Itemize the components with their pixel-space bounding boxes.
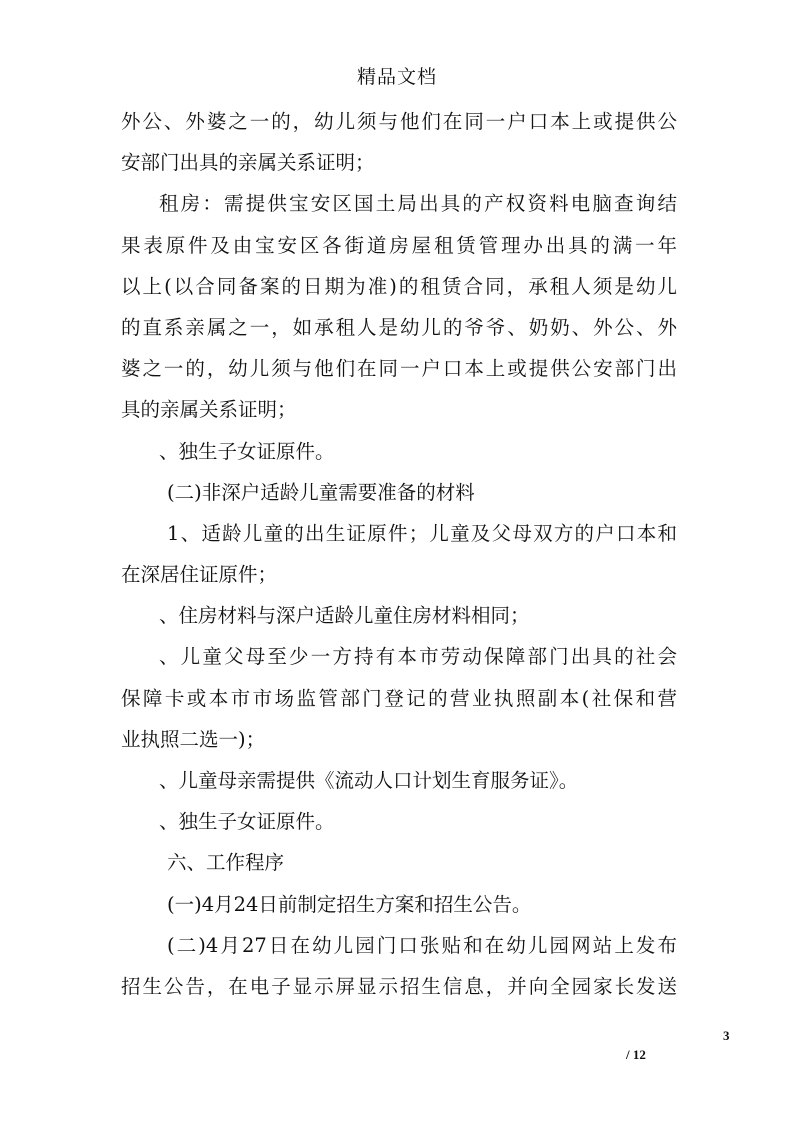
paragraph-line: 果表原件及由宝安区各街道房屋租赁管理办出具的满一年 xyxy=(121,233,677,257)
paragraph-line: 业执照二选一)； xyxy=(121,727,266,751)
list-item: (二)4月27日在幼儿园门口张贴和在幼儿园网站上发布 xyxy=(167,933,677,957)
document-body xyxy=(121,101,677,1007)
paragraph-line: 在深居住证原件； xyxy=(121,563,278,587)
section-heading: (二)非深户适龄儿童需要准备的材料 xyxy=(167,480,475,504)
list-item: 、儿童母亲需提供《流动人口计划生育服务证》。 xyxy=(159,769,579,792)
paragraph-line: 外公、外婆之一的，幼儿须与他们在同一户口本上或提供公 xyxy=(121,110,677,133)
page-header: 精品文档 xyxy=(356,66,437,88)
paragraph-line: 具的亲属关系证明； xyxy=(121,398,297,422)
list-item: 、住房材料与深户适龄儿童住房材料相同； xyxy=(159,604,530,628)
paragraph-line: 婆之一的，幼儿须与他们在同一户口本上或提供公安部门出 xyxy=(121,357,677,381)
list-item: 1、适龄儿童的出生证原件；儿童及父母双方的户口本和 xyxy=(167,521,677,545)
paragraph-line: 以上(以合同备案的日期为准)的租赁合同，承租人须是幼儿 xyxy=(121,274,677,298)
list-item: 、独生子女证原件。 xyxy=(159,810,335,834)
section-heading: 六、工作程序 xyxy=(167,851,285,875)
page-total: / 12 xyxy=(626,1047,646,1062)
list-item: 、儿童父母至少一方持有本市劳动保障部门出具的社会 xyxy=(159,645,677,669)
paragraph-line: 招生公告，在电子显示屏显示招生信息，并向全园家长发送 xyxy=(121,974,677,998)
paragraph-line: 安部门出具的亲属关系证明； xyxy=(121,151,375,175)
paragraph-line: 的直系亲属之一，如承租人是幼儿的爷爷、奶奶、外公、外 xyxy=(121,315,677,339)
page-number: 3 xyxy=(723,1028,730,1043)
paragraph-line: 保障卡或本市市场监管部门登记的营业执照副本(社保和营 xyxy=(121,686,677,710)
list-item: (一)4月24日前制定招生方案和招生公告。 xyxy=(167,892,532,916)
paragraph-line: 租房：需提供宝安区国土局出具的产权资料电脑查询结 xyxy=(159,192,677,216)
list-item: 、独生子女证原件。 xyxy=(159,439,335,463)
